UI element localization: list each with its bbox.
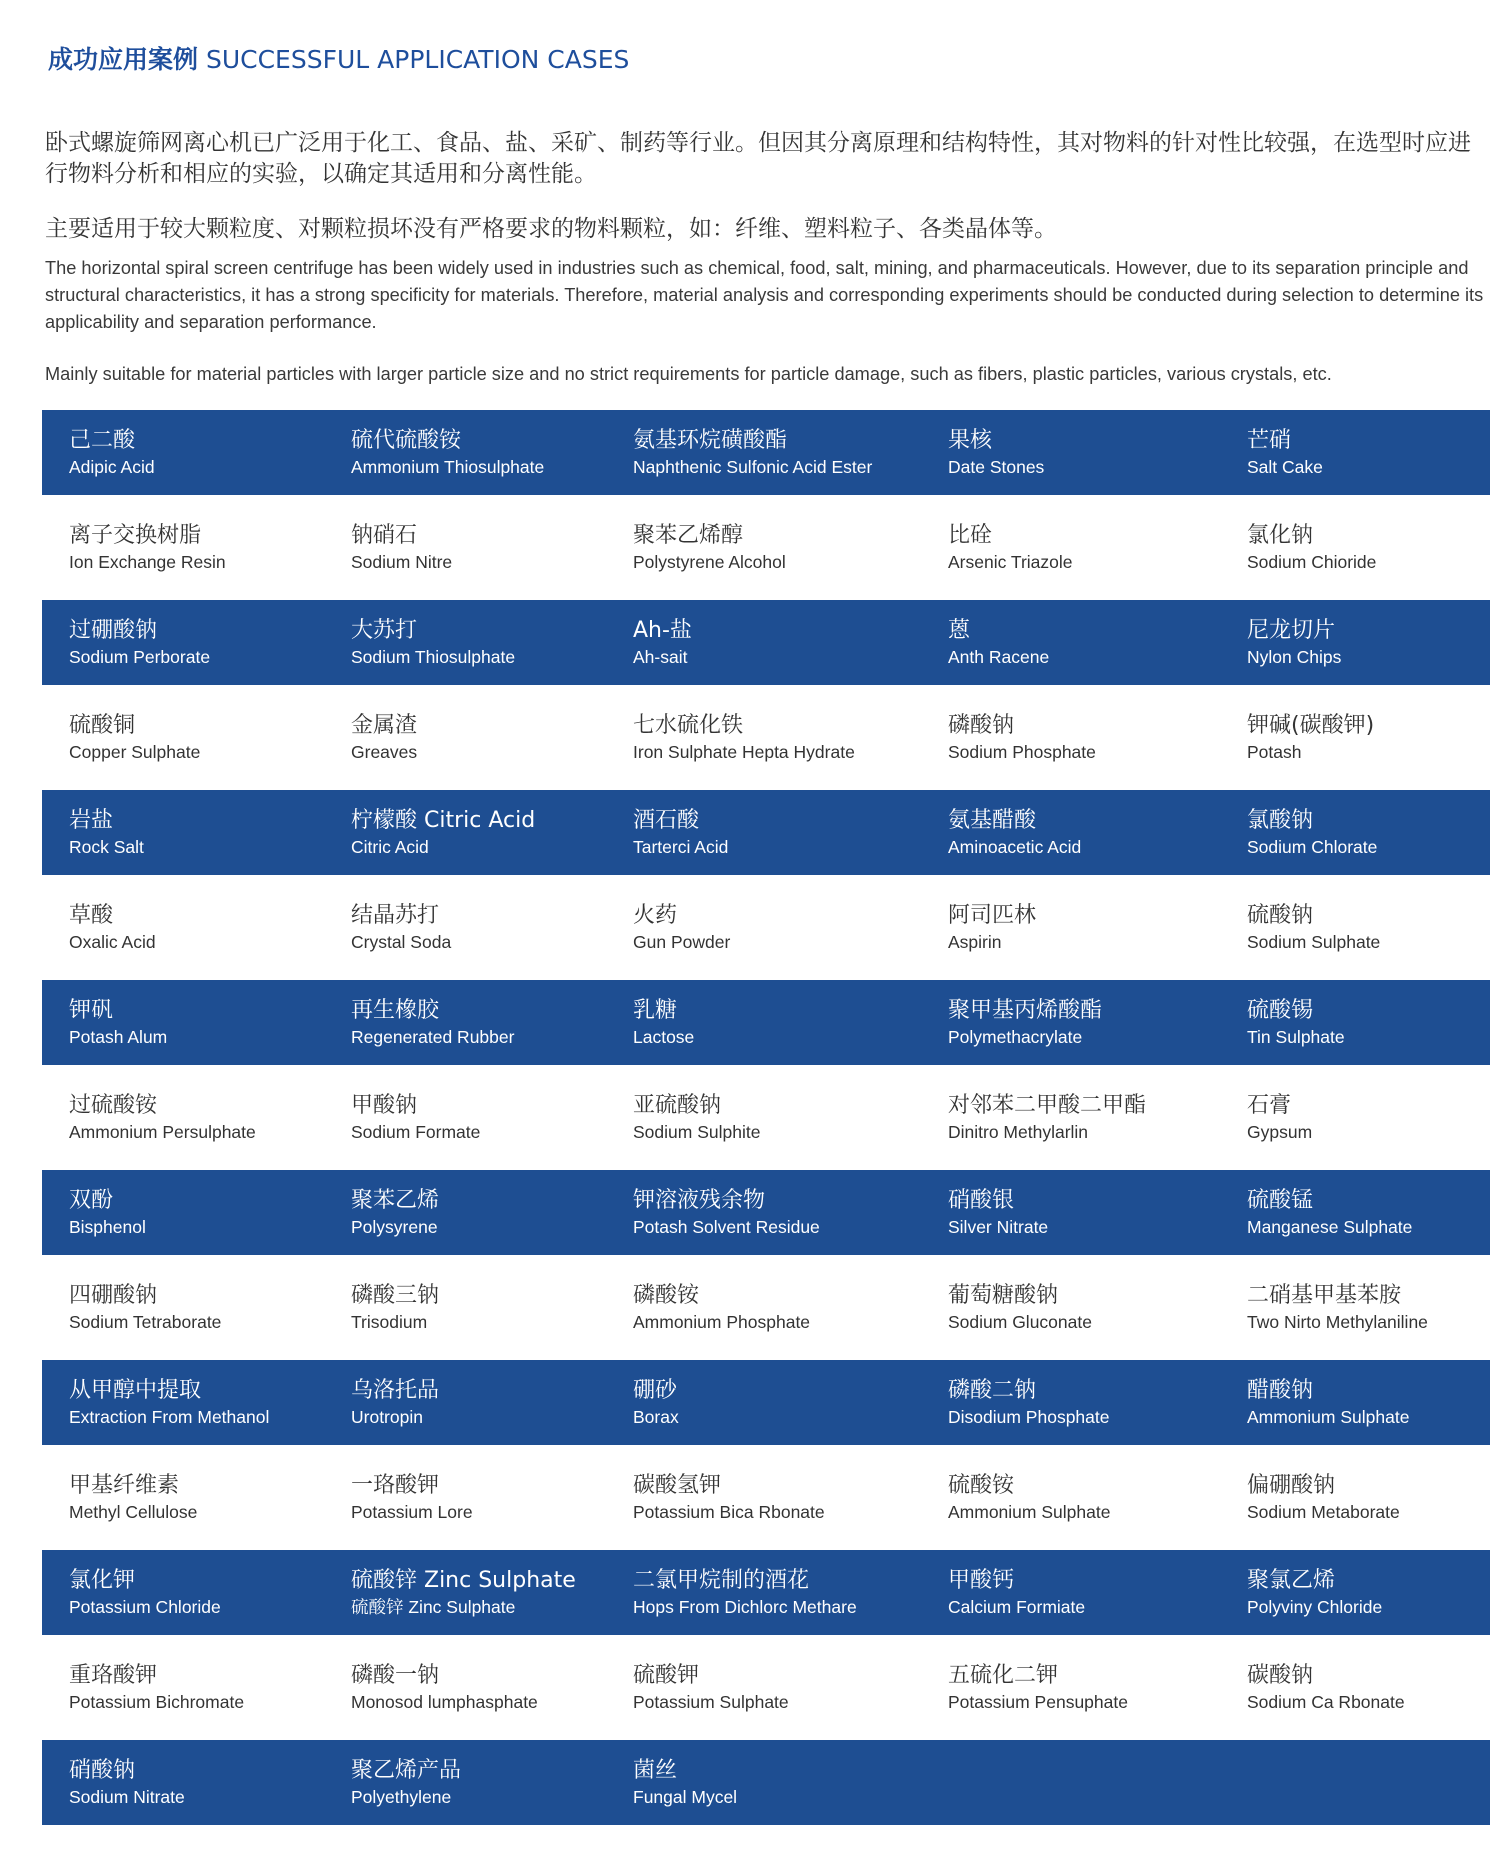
material-name-cn: 乳糖 — [633, 997, 678, 1023]
table-row — [42, 1445, 1490, 1550]
material-cell — [1220, 1550, 1490, 1635]
material-name-en: Polysyrene — [351, 1216, 438, 1237]
material-name-en: Ammonium Persulphate — [69, 1121, 256, 1142]
material-name-cn: 芒硝 — [1247, 427, 1292, 453]
table-row — [42, 1550, 1490, 1635]
material-name-cn: 草酸 — [69, 902, 114, 928]
material-name-cn: 钾碱(碳酸钾) — [1247, 712, 1375, 738]
material-name-cn: 再生橡胶 — [351, 997, 440, 1023]
material-name-en: Sodium Ca Rbonate — [1247, 1691, 1405, 1712]
material-name-en: Sodium Gluconate — [948, 1311, 1092, 1332]
material-name-en: Adipic Acid — [69, 456, 155, 477]
material-name-en: Nylon Chips — [1247, 646, 1342, 667]
material-cell — [1220, 1740, 1490, 1825]
material-cell — [42, 1445, 324, 1550]
material-name-en: Sodium Nitrate — [69, 1786, 185, 1807]
material-name-en: Sodium Sulphite — [633, 1121, 761, 1142]
material-name-cn: 柠檬酸 Citric Acid — [351, 807, 536, 833]
material-name-en: Dinitro Methylarlin — [948, 1121, 1089, 1142]
material-cell — [42, 1550, 324, 1635]
material-name-en: Potash Alum — [69, 1026, 168, 1047]
material-name-cn: 钾矾 — [69, 997, 114, 1023]
material-cell — [42, 410, 324, 495]
material-name-cn: 菌丝 — [633, 1757, 678, 1783]
material-cell — [921, 1170, 1220, 1255]
material-cell — [1220, 1635, 1490, 1740]
material-name-cn: 碳酸氢钾 — [633, 1472, 722, 1498]
table-row — [42, 410, 1490, 495]
material-cell — [606, 1255, 921, 1360]
material-name-en: Ammonium Sulphate — [948, 1501, 1111, 1522]
material-name-cn: 蒽 — [948, 617, 971, 643]
page-title — [48, 40, 629, 76]
material-cell — [921, 980, 1220, 1065]
material-name-cn: 二氯甲烷制的酒花 — [633, 1567, 810, 1593]
material-cell — [1220, 1445, 1490, 1550]
material-name-en: Two Nirto Methylaniline — [1247, 1311, 1428, 1332]
material-name-cn: 乌洛托品 — [351, 1377, 440, 1403]
material-cell — [921, 410, 1220, 495]
material-name-cn: Ah-盐 — [633, 617, 692, 643]
material-name-en: Sodium Perborate — [69, 646, 211, 667]
material-name-en: Aspirin — [948, 931, 1002, 952]
material-name-cn: 尼龙切片 — [1247, 617, 1336, 643]
material-name-cn: 氯化钾 — [69, 1567, 136, 1593]
material-name-en: Gun Powder — [633, 931, 731, 952]
material-name-en: Fungal Mycel — [633, 1786, 738, 1807]
material-cell — [921, 1635, 1220, 1740]
material-name-cn: 过硼酸钠 — [69, 617, 158, 643]
material-name-en: Sodium Sulphate — [1247, 931, 1381, 952]
material-cell — [42, 1170, 324, 1255]
material-name-en: Hops From Dichlorc Methare — [633, 1596, 857, 1617]
material-name-en: Calcium Formiate — [948, 1596, 1086, 1617]
material-name-cn: 岩盐 — [69, 807, 114, 833]
material-cell — [606, 1360, 921, 1445]
material-name-cn: 硫酸锰 — [1247, 1187, 1314, 1213]
material-cell — [1220, 980, 1490, 1065]
material-cell — [324, 790, 606, 875]
material-name-en: Greaves — [351, 741, 418, 762]
material-cell — [606, 1740, 921, 1825]
material-cell — [42, 790, 324, 875]
material-name-cn: 大苏打 — [351, 617, 418, 643]
material-name-cn: 磷酸二钠 — [948, 1377, 1037, 1403]
material-name-en: Methyl Cellulose — [69, 1501, 198, 1522]
material-name-cn: 硫酸锡 — [1247, 997, 1314, 1023]
material-name-cn: 比硂 — [948, 522, 993, 548]
material-name-cn: 硫酸铵 — [948, 1472, 1015, 1498]
material-name-en: Disodium Phosphate — [948, 1406, 1110, 1427]
material-cell — [606, 1550, 921, 1635]
material-name-en: Oxalic Acid — [69, 931, 156, 952]
material-name-cn: 磷酸三钠 — [351, 1282, 440, 1308]
material-cell — [606, 1635, 921, 1740]
material-name-en: Ah-sait — [633, 646, 688, 667]
material-name-cn: 七水硫化铁 — [633, 712, 744, 738]
material-name-en: Tin Sulphate — [1247, 1026, 1345, 1047]
material-cell — [1220, 1360, 1490, 1445]
material-cell — [921, 875, 1220, 980]
material-name-cn: 硫酸铜 — [69, 712, 136, 738]
material-cell — [324, 1255, 606, 1360]
material-name-en: Extraction From Methanol — [69, 1406, 270, 1427]
material-name-en: Anth Racene — [948, 646, 1050, 667]
material-cell — [1220, 1170, 1490, 1255]
material-name-cn: 甲酸钙 — [948, 1567, 1015, 1593]
material-name-en: Sodium Thiosulphate — [351, 646, 516, 667]
material-name-en: Tarterci Acid — [633, 836, 729, 857]
title-cn: 成功应用案例 — [48, 45, 199, 74]
material-cell — [606, 790, 921, 875]
material-name-en: Sodium Metaborate — [1247, 1501, 1400, 1522]
material-name-cn: 硝酸钠 — [69, 1757, 136, 1783]
material-cell — [921, 1255, 1220, 1360]
material-name-cn: 过硫酸铵 — [69, 1092, 158, 1118]
material-cell — [921, 1550, 1220, 1635]
material-cell — [324, 1635, 606, 1740]
material-name-cn: 氯化钠 — [1247, 522, 1314, 548]
material-cell — [42, 1740, 324, 1825]
material-name-cn: 甲基纤维素 — [69, 1472, 180, 1498]
material-cell — [42, 495, 324, 600]
material-name-cn: 硫酸钠 — [1247, 902, 1314, 928]
material-name-cn: 亚硫酸钠 — [633, 1092, 722, 1118]
material-name-cn: 重珞酸钾 — [69, 1662, 158, 1688]
material-cell — [324, 495, 606, 600]
material-name-cn: 对邻苯二甲酸二甲酯 — [948, 1092, 1147, 1118]
table-row — [42, 1360, 1490, 1445]
material-name-cn: 葡萄糖酸钠 — [948, 1282, 1059, 1308]
material-cell — [42, 1635, 324, 1740]
material-name-cn: 阿司匹林 — [948, 902, 1037, 928]
material-name-cn: 一珞酸钾 — [351, 1472, 440, 1498]
material-name-en: Polyviny Chloride — [1247, 1596, 1383, 1617]
material-name-cn: 酒石酸 — [633, 807, 700, 833]
material-name-cn: 火药 — [633, 902, 678, 928]
material-cell — [1220, 1255, 1490, 1360]
material-name-en: Potassium Lore — [351, 1501, 473, 1522]
material-cell — [606, 685, 921, 790]
material-cell — [324, 410, 606, 495]
material-name-en: Arsenic Triazole — [948, 551, 1073, 572]
material-name-cn: 氨基醋酸 — [948, 807, 1037, 833]
intro-zh-paragraph-2: 主要适用于较大颗粒度、对颗粒损坏没有严格要求的物料颗粒，如：纤维、塑料粒子、各类晶体等。 — [45, 216, 1057, 242]
material-name-cn: 四硼酸钠 — [69, 1282, 158, 1308]
material-cell — [324, 1445, 606, 1550]
material-cell — [921, 600, 1220, 685]
material-name-cn: 碳酸钠 — [1247, 1662, 1314, 1688]
material-name-cn: 钾溶液残余物 — [633, 1187, 766, 1213]
material-cell — [606, 875, 921, 980]
material-cell — [42, 1360, 324, 1445]
material-cell — [921, 1065, 1220, 1170]
material-name-cn: 双酚 — [69, 1187, 114, 1213]
material-name-cn: 磷酸一钠 — [351, 1662, 440, 1688]
intro-zh-paragraph-1: 卧式螺旋筛网离心机已广泛用于化工、食品、盐、采矿、制药等行业。但因其分离原理和结构特性，其对物料的针对性比较强，在选型时应进行物料分析和相应的实验，以确定其适用和分离性能。 — [45, 130, 1471, 187]
intro-en-paragraph-2: Mainly suitable for material particles with larger particle size and no strict requirements for particle damage, such as fibers, plastic particles, various crystals, etc. — [45, 364, 1332, 384]
material-name-en: Naphthenic Sulfonic Acid Ester — [633, 456, 873, 477]
material-cell — [1220, 600, 1490, 685]
material-name-en: Bisphenol — [69, 1216, 146, 1237]
table-row — [42, 600, 1490, 685]
material-cell — [606, 495, 921, 600]
material-name-cn: 硫代硫酸铵 — [351, 427, 462, 453]
material-name-en: Ammonium Phosphate — [633, 1311, 811, 1332]
material-name-en: Ion Exchange Resin — [69, 551, 226, 572]
material-cell — [324, 980, 606, 1065]
material-name-cn: 磷酸铵 — [633, 1282, 700, 1308]
table-row — [42, 980, 1490, 1065]
material-name-en: Urotropin — [351, 1406, 423, 1427]
material-name-en: Potash Solvent Residue — [633, 1216, 820, 1237]
material-name-en: Sodium Nitre — [351, 551, 453, 572]
material-name-cn: 金属渣 — [351, 712, 418, 738]
table-row — [42, 1635, 1490, 1740]
table-row — [42, 1740, 1490, 1825]
material-name-en: Salt Cake — [1247, 456, 1323, 477]
material-name-cn: 聚氯乙烯 — [1247, 1567, 1336, 1593]
material-name-cn: 氯酸钠 — [1247, 807, 1314, 833]
material-cell — [921, 1360, 1220, 1445]
material-name-en: Borax — [633, 1406, 679, 1427]
material-cell — [42, 980, 324, 1065]
material-cell — [606, 410, 921, 495]
material-cell — [1220, 790, 1490, 875]
table-row — [42, 495, 1490, 600]
material-name-en: Ammonium Sulphate — [1247, 1406, 1410, 1427]
material-name-cn: 聚苯乙烯 — [351, 1187, 440, 1213]
title-en: SUCCESSFUL APPLICATION CASES — [205, 45, 630, 74]
material-name-en: Potassium Sulphate — [633, 1691, 789, 1712]
material-cell — [324, 1065, 606, 1170]
material-name-cn: 聚甲基丙烯酸酯 — [948, 997, 1103, 1023]
material-name-cn: 磷酸钠 — [948, 712, 1015, 738]
material-name-cn: 果核 — [948, 427, 993, 453]
material-cell — [42, 875, 324, 980]
material-name-cn: 偏硼酸钠 — [1247, 1472, 1336, 1498]
material-cell — [1220, 685, 1490, 790]
material-cell — [324, 875, 606, 980]
material-name-en: Sodium Formate — [351, 1121, 481, 1142]
material-name-en: Sodium Chioride — [1247, 551, 1377, 572]
material-cell — [921, 1445, 1220, 1550]
intro-en-paragraph-1: The horizontal spiral screen centrifuge has been widely used in industries such as chemical, food, salt, mining, and pharmaceuticals. However, due to its separation principle and structural characteristics, it has a strong specificity for materials. Therefore, material analysis and corresponding experiments should be conducted during selection to determine its applicability and separation performance. — [45, 258, 1484, 332]
material-name-en: Manganese Sulphate — [1247, 1216, 1413, 1237]
material-name-en: Potassium Bica Rbonate — [633, 1501, 825, 1522]
table-row — [42, 790, 1490, 875]
material-name-en: Potassium Pensuphate — [948, 1691, 1128, 1712]
material-name-en: Potassium Chloride — [69, 1596, 221, 1617]
material-name-en: Potassium Bichromate — [69, 1691, 245, 1712]
material-name-cn: 甲酸钠 — [351, 1092, 418, 1118]
material-cell — [324, 685, 606, 790]
material-cell — [42, 1255, 324, 1360]
material-name-en: Crystal Soda — [351, 931, 452, 952]
material-name-cn: 结晶苏打 — [351, 902, 440, 928]
material-name-cn: 醋酸钠 — [1247, 1377, 1314, 1403]
material-name-cn: 钠硝石 — [351, 522, 418, 548]
material-cell — [42, 685, 324, 790]
material-name-en: Copper Sulphate — [69, 741, 201, 762]
material-name-cn: 二硝基甲基苯胺 — [1247, 1282, 1402, 1308]
material-name-en: Sodium Tetraborate — [69, 1311, 222, 1332]
table-row — [42, 1255, 1490, 1360]
material-cell — [1220, 875, 1490, 980]
material-cell — [921, 790, 1220, 875]
material-name-en: 硫酸锌 Zinc Sulphate — [351, 1596, 516, 1617]
material-name-cn: 己二酸 — [69, 427, 136, 453]
material-name-en: Ammonium Thiosulphate — [351, 456, 545, 477]
material-cell — [324, 1740, 606, 1825]
material-name-en: Potash — [1247, 741, 1302, 762]
table-row — [42, 1065, 1490, 1170]
material-name-en: Iron Sulphate Hepta Hydrate — [633, 741, 855, 762]
material-cell — [921, 1740, 1220, 1825]
material-cell — [324, 1360, 606, 1445]
material-cell — [606, 1170, 921, 1255]
material-name-cn: 五硫化二钾 — [948, 1662, 1059, 1688]
material-name-en: Trisodium — [351, 1311, 428, 1332]
material-cell — [42, 600, 324, 685]
material-name-en: Polymethacrylate — [948, 1026, 1083, 1047]
material-name-cn: 硝酸银 — [948, 1187, 1015, 1213]
material-name-en: Aminoacetic Acid — [948, 836, 1082, 857]
table-row — [42, 685, 1490, 790]
material-name-en: Citric Acid — [351, 836, 429, 857]
material-cell — [1220, 1065, 1490, 1170]
material-cell — [921, 495, 1220, 600]
material-name-en: Lactose — [633, 1026, 695, 1047]
material-name-en: Polyethylene — [351, 1786, 452, 1807]
material-cell — [606, 1445, 921, 1550]
material-cell — [606, 1065, 921, 1170]
material-name-en: Monosod lumphasphate — [351, 1691, 538, 1712]
material-name-en: Regenerated Rubber — [351, 1026, 515, 1047]
material-cell — [324, 1170, 606, 1255]
material-name-en: Silver Nitrate — [948, 1216, 1049, 1237]
material-name-cn: 硼砂 — [633, 1377, 678, 1403]
material-name-cn: 氨基环烷磺酸酯 — [633, 427, 788, 453]
material-cell — [1220, 410, 1490, 495]
material-cell — [42, 1065, 324, 1170]
material-cell — [324, 1550, 606, 1635]
material-name-cn: 离子交换树脂 — [69, 522, 202, 548]
material-name-en: Date Stones — [948, 456, 1045, 477]
material-name-cn: 聚苯乙烯醇 — [633, 522, 744, 548]
material-name-cn: 硫酸锌 Zinc Sulphate — [351, 1567, 576, 1593]
material-name-cn: 石膏 — [1247, 1092, 1292, 1118]
material-cell — [921, 685, 1220, 790]
table-row — [42, 875, 1490, 980]
material-name-cn: 从甲醇中提取 — [69, 1377, 202, 1403]
material-name-cn: 聚乙烯产品 — [351, 1757, 462, 1783]
material-name-en: Gypsum — [1247, 1121, 1313, 1142]
material-name-en: Sodium Phosphate — [948, 741, 1096, 762]
table-row — [42, 1170, 1490, 1255]
material-cell — [1220, 495, 1490, 600]
material-cell — [606, 600, 921, 685]
material-name-en: Sodium Chlorate — [1247, 836, 1378, 857]
material-name-en: Polystyrene Alcohol — [633, 551, 786, 572]
material-name-cn: 硫酸钾 — [633, 1662, 700, 1688]
material-cell — [606, 980, 921, 1065]
material-name-en: Rock Salt — [69, 836, 144, 857]
materials-table — [42, 410, 1490, 1825]
material-cell — [324, 600, 606, 685]
